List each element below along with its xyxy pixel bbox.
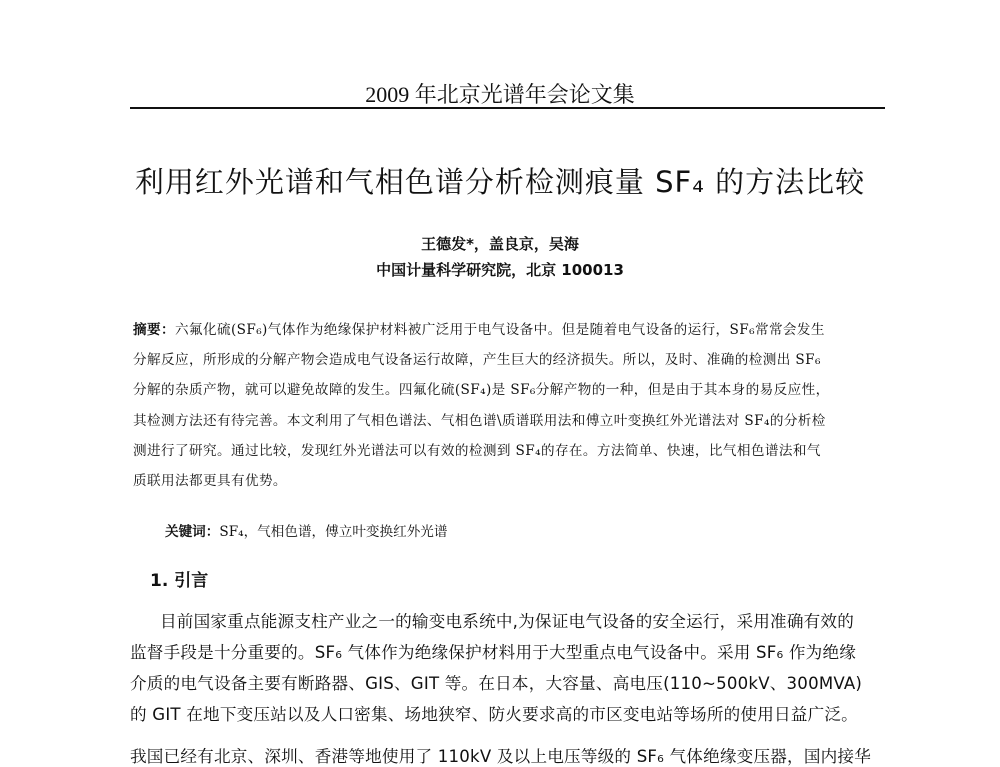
running-header: 2009 年北京光谱年会论文集: [365, 82, 635, 107]
authors: 王德发*，盖良京，吴海: [421, 235, 579, 253]
abstract-line: 分解的杂质产物，就可以避免故障的发生。四氟化硫(SF₄)是 SF₆分解产物的一种，但是由于其本身的易反应性，: [133, 382, 830, 398]
paper-title: 利用红外光谱和气相色谱分析检测痕量 SF₄ 的方法比较: [134, 165, 866, 199]
body-line: 我国已经有北京、深圳、香港等地使用了 110kV 及以上电压等级的 SF₆ 气体绝缘变压器，国内接华: [130, 747, 872, 766]
abstract-label: 摘要：: [133, 322, 175, 338]
section-heading: 1. 引言: [150, 571, 209, 591]
abstract-line: 质联用法都更具有优势。: [133, 473, 287, 489]
body-line: 监督手段是十分重要的。SF₆ 气体作为绝缘保护材料用于大型重点电气设备中。采用 SF₆ 作为绝缘: [130, 643, 857, 662]
body-line: 介质的电气设备主要有断路器、GIS、GIT 等。在日本，大容量、高电压(110~500kV、300MVA): [130, 674, 863, 693]
abstract-line: 其检测方法还有待完善。本文利用了气相色谱法、气相色谱\质谱联用法和傅立叶变换红外光谱法对 SF₄的分析检: [133, 413, 826, 429]
keywords: [165, 520, 447, 540]
body-line: 的 GIT 在地下变压站以及人口密集、场地狭窄、防火要求高的市区变电站等场所的使用日益广泛。: [130, 705, 858, 724]
body-line: 目前国家重点能源支柱产业之一的输变电系统中,为保证电气设备的安全运行，采用准确有效的: [160, 612, 855, 631]
keywords-text: SF₄，气相色谱，傅立叶变换红外光谱: [219, 524, 448, 540]
abstract-line: 分解反应，所形成的分解产物会造成电气设备运行故障，产生巨大的经济损失。所以，及时、准确的检测出 SF₆: [133, 352, 821, 368]
abstract-text: 六氟化硫(SF₆)气体作为绝缘保护材料被广泛用于电气设备中。但是随着电气设备的运行，SF₆常常会发生: [174, 322, 825, 338]
affiliation: 中国计量科学研究院，北京 100013: [376, 261, 624, 279]
abstract-line: [133, 318, 825, 338]
abstract-line: 测进行了研究。通过比较，发现红外光谱法可以有效的检测到 SF₄的存在。方法简单、快速，比气相色谱法和气: [133, 443, 821, 459]
keywords-label: 关键词：: [165, 524, 220, 540]
header-rule: [130, 107, 885, 109]
